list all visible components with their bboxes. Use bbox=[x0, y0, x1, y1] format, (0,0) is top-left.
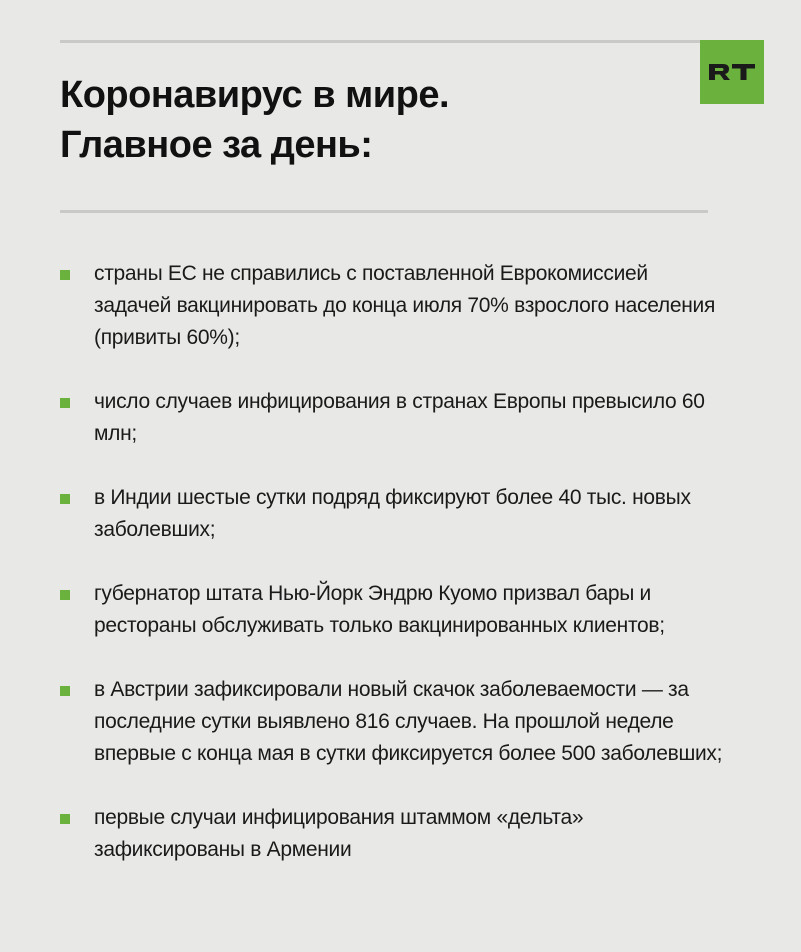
rt-logo-icon bbox=[705, 60, 759, 84]
list-item bbox=[60, 674, 730, 770]
list-item-text: число случаев инфицирования в странах Европы превысило 60 млн; bbox=[94, 390, 705, 445]
bullet-icon bbox=[60, 814, 70, 824]
page-title bbox=[60, 70, 680, 170]
top-divider bbox=[60, 40, 700, 43]
list-item bbox=[60, 578, 730, 642]
bullet-icon bbox=[60, 398, 70, 408]
rt-logo bbox=[700, 40, 764, 104]
list-item-text: в Индии шестые сутки подряд фиксируют более 40 тыс. новых заболевших; bbox=[94, 486, 691, 541]
bullet-icon bbox=[60, 590, 70, 600]
bullet-icon bbox=[60, 494, 70, 504]
list-item-text: губернатор штата Нью-Йорк Эндрю Куомо призвал бары и рестораны обслуживать только вакцинированных клиентов; bbox=[94, 582, 665, 637]
bullet-icon bbox=[60, 270, 70, 280]
list-item bbox=[60, 802, 730, 866]
news-list bbox=[60, 258, 730, 898]
list-item-text: страны ЕС не справились с поставленной Еврокомиссией задачей вакцинировать до конца июля 70% взрослого населения (привиты 60%); bbox=[94, 262, 716, 349]
list-item bbox=[60, 386, 730, 450]
page-title-line-1: Коронавирус в мире. bbox=[60, 74, 450, 116]
page-title-line-2: Главное за день: bbox=[60, 124, 373, 166]
list-item-text: первые случаи инфицирования штаммом «дельта» зафиксированы в Армении bbox=[94, 806, 584, 861]
list-item bbox=[60, 482, 730, 546]
title-divider bbox=[60, 210, 708, 213]
list-item-text: в Австрии зафиксировали новый скачок заболеваемости — за последние сутки выявлено 816 случаев. На прошлой неделе впервые с конца мая в сутки фиксируется более 500 заболевших; bbox=[94, 678, 723, 765]
list-item bbox=[60, 258, 730, 354]
bullet-icon bbox=[60, 686, 70, 696]
